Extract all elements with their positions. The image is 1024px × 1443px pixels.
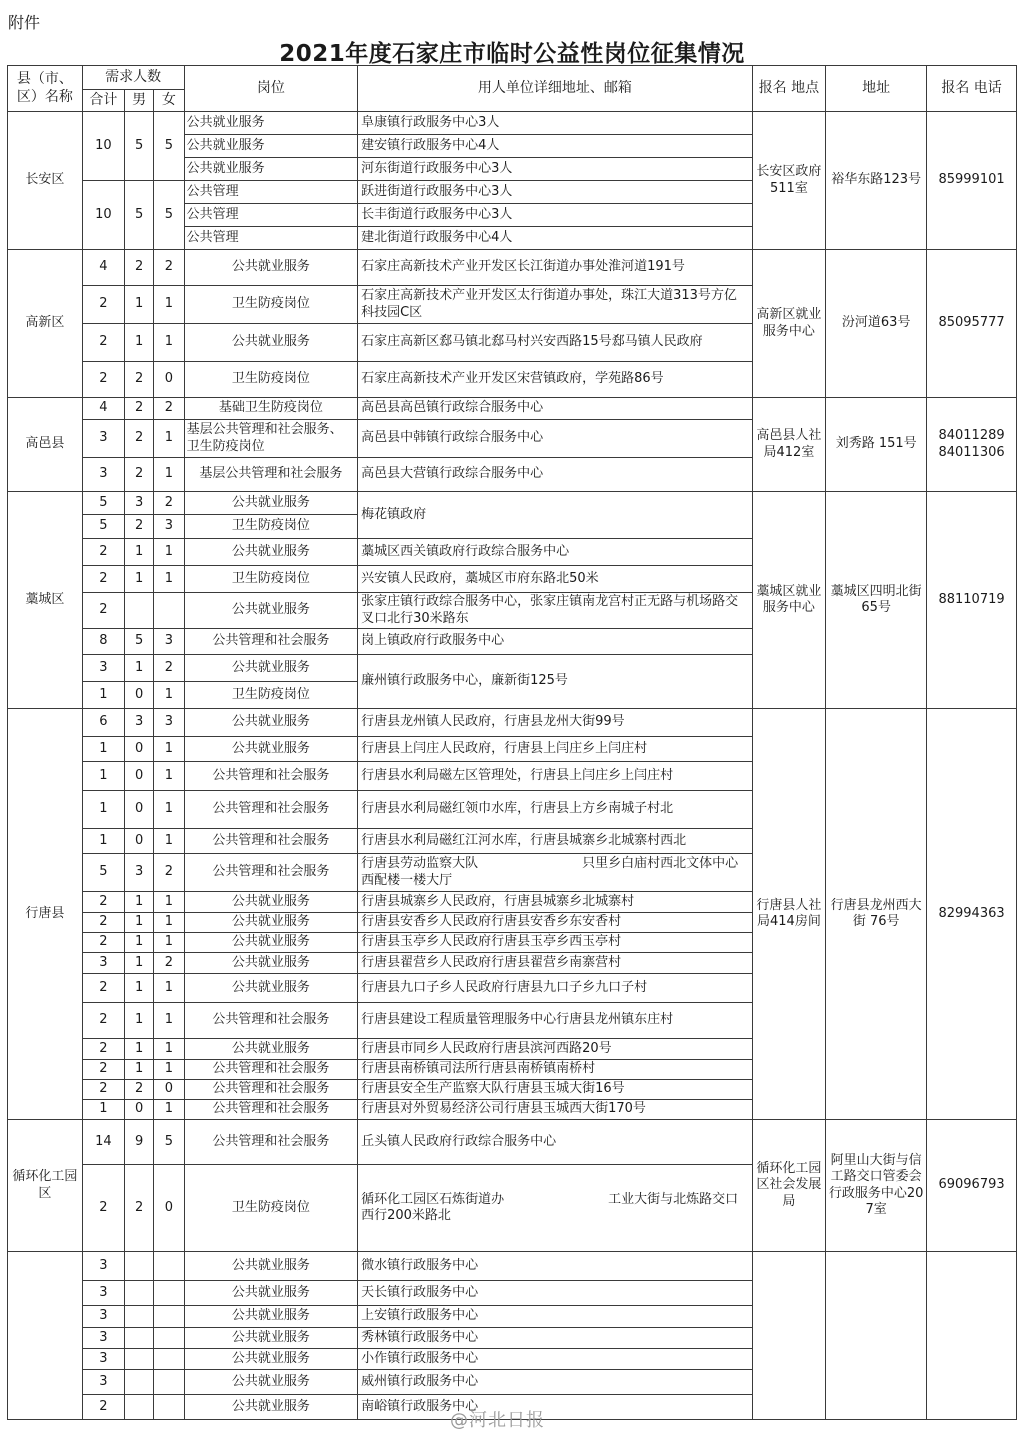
cell-female: 1 bbox=[154, 974, 184, 1003]
cell-male: 3 bbox=[125, 854, 154, 892]
signup-address: 刘秀路 151号 bbox=[826, 398, 927, 492]
cell-employer: 行唐县安全生产监察大队行唐县玉城大街16号 bbox=[358, 1080, 753, 1100]
cell-employer: 石家庄高新技术产业开发区太行街道办事处，珠江大道313号方亿科技园C区 bbox=[358, 286, 753, 324]
table-row bbox=[8, 492, 1017, 515]
cell-total: 3 bbox=[82, 1328, 124, 1349]
cell-position: 公共就业服务 bbox=[184, 913, 358, 933]
cell-male: 2 bbox=[125, 362, 154, 398]
cell-male bbox=[125, 1370, 154, 1395]
cell-employer: 秀林镇行政服务中心 bbox=[358, 1328, 753, 1349]
signup-address: 裕华东路123号 bbox=[826, 112, 927, 250]
signup-phone bbox=[927, 398, 1017, 492]
signup-place: 循环化工园区社会发展局 bbox=[752, 1120, 826, 1252]
col-phone: 报名 电话 bbox=[927, 66, 1017, 112]
cell-male: 0 bbox=[125, 791, 154, 829]
cell-total: 2 bbox=[82, 974, 124, 1003]
cell-position: 公共就业服务 bbox=[184, 1306, 358, 1328]
col-address: 地址 bbox=[826, 66, 927, 112]
cell-female: 2 bbox=[154, 953, 184, 974]
cell-employer: 行唐县龙州镇人民政府，行唐县龙州大街99号 bbox=[358, 709, 753, 737]
cell-female bbox=[154, 593, 184, 629]
cell-total: 2 bbox=[82, 593, 124, 629]
cell-female: 5 bbox=[154, 1120, 184, 1165]
cell-position: 公共管理和社会服务 bbox=[184, 1080, 358, 1100]
cell-total: 2 bbox=[82, 1039, 124, 1060]
cell-male: 9 bbox=[125, 1120, 154, 1165]
cell-female: 1 bbox=[154, 892, 184, 913]
cell-employer: 行唐县安香乡人民政府行唐县安香乡东安香村 bbox=[358, 913, 753, 933]
cell-male: 0 bbox=[125, 1100, 154, 1120]
cell-female bbox=[154, 1306, 184, 1328]
cell-position: 公共就业服务 bbox=[184, 1349, 358, 1370]
cell-position: 公共就业服务 bbox=[184, 892, 358, 913]
cell-female: 3 bbox=[154, 515, 184, 539]
cell-employer: 石家庄高新技术产业开发区宋营镇政府，学苑路86号 bbox=[358, 362, 753, 398]
cell-male: 2 bbox=[125, 420, 154, 458]
cell-employer: 行唐县水利局磁红领巾水库，行唐县上方乡南城子村北 bbox=[358, 791, 753, 829]
cell-employer: 行唐县九口子乡人民政府行唐县九口子乡九口子村 bbox=[358, 974, 753, 1003]
signup-phone: 85095777 bbox=[927, 250, 1017, 398]
signup-phone: 85999101 bbox=[927, 112, 1017, 250]
cell-female: 1 bbox=[154, 1003, 184, 1039]
cell-female: 0 bbox=[154, 362, 184, 398]
cell-male: 1 bbox=[125, 913, 154, 933]
phone-line: 84011289 bbox=[938, 428, 1005, 444]
table-row bbox=[8, 1120, 1017, 1165]
cell-position: 公共就业服务 bbox=[184, 1039, 358, 1060]
cell-employer: 行唐县上闫庄人民政府，行唐县上闫庄乡上闫庄村 bbox=[358, 737, 753, 762]
signup-place: 高邑县人社局412室 bbox=[752, 398, 826, 492]
col-signup-place: 报名 地点 bbox=[752, 66, 826, 112]
cell-total: 1 bbox=[82, 791, 124, 829]
signup-phone: 88110719 bbox=[927, 492, 1017, 709]
col-position: 岗位 bbox=[184, 66, 358, 112]
cell-position: 公共就业服务 bbox=[184, 158, 358, 181]
cell-total: 2 bbox=[82, 539, 124, 566]
cell-total: 8 bbox=[82, 629, 124, 655]
cell-position: 公共就业服务 bbox=[184, 324, 358, 362]
signup-phone: 69096793 bbox=[927, 1120, 1017, 1252]
cell-male: 2 bbox=[125, 458, 154, 492]
signup-place: 长安区政府511室 bbox=[752, 112, 826, 250]
cell-female: 2 bbox=[154, 655, 184, 682]
cell-position: 公共管理和社会服务 bbox=[184, 762, 358, 791]
cell-position: 公共就业服务 bbox=[184, 112, 358, 135]
cell-employer: 威州镇行政服务中心 bbox=[358, 1370, 753, 1395]
cell-total: 2 bbox=[82, 1165, 124, 1252]
cell-employer: 行唐县水利局磁左区管理处，行唐县上闫庄乡上闫庄村 bbox=[358, 762, 753, 791]
cell-total: 2 bbox=[82, 913, 124, 933]
cell-male bbox=[125, 1252, 154, 1281]
cell-total: 14 bbox=[82, 1120, 124, 1165]
cell-employer: 行唐县市同乡人民政府行唐县滨河西路20号 bbox=[358, 1039, 753, 1060]
cell-female bbox=[154, 1395, 184, 1420]
header-row bbox=[8, 66, 1017, 90]
table-row bbox=[8, 1252, 1017, 1281]
table-row bbox=[8, 250, 1017, 286]
cell-total: 4 bbox=[82, 250, 124, 286]
cell-total: 2 bbox=[82, 933, 124, 953]
positions-table bbox=[7, 65, 1017, 1420]
signup-address: 阿里山大街与信工路交口管委会行政服务中心207室 bbox=[826, 1120, 927, 1252]
cell-male: 1 bbox=[125, 1003, 154, 1039]
cell-position: 公共就业服务 bbox=[184, 1281, 358, 1306]
cell-employer: 行唐县建设工程质量管理服务中心行唐县龙州镇东庄村 bbox=[358, 1003, 753, 1039]
cell-female bbox=[154, 1328, 184, 1349]
county-name: 藁城区 bbox=[8, 492, 83, 709]
cell-employer: 张家庄镇行政综合服务中心，张家庄镇南龙宫村正无路与机场路交叉口北行30米路东 bbox=[358, 593, 753, 629]
cell-employer: 循环化工园区石炼街道办 工业大街与北炼路交口西行200米路北 bbox=[358, 1165, 753, 1252]
cell-total: 2 bbox=[82, 1395, 124, 1420]
cell-position: 公共管理和社会服务 bbox=[184, 1003, 358, 1039]
col-female: 女 bbox=[154, 90, 184, 112]
cell-female: 1 bbox=[154, 1039, 184, 1060]
cell-male: 1 bbox=[125, 892, 154, 913]
cell-total: 10 bbox=[82, 181, 124, 250]
col-demand: 需求人数 bbox=[82, 66, 184, 90]
table-row bbox=[8, 709, 1017, 737]
signup-address: 行唐县龙州西大街 76号 bbox=[826, 709, 927, 1120]
cell-female: 2 bbox=[154, 398, 184, 420]
cell-total: 3 bbox=[82, 1349, 124, 1370]
page-title: 2021年度石家庄市临时公益性岗位征集情况 bbox=[279, 41, 745, 67]
cell-total: 4 bbox=[82, 398, 124, 420]
watermark: @河北日报 bbox=[450, 1410, 545, 1431]
cell-employer: 行唐县玉亭乡人民政府行唐县玉亭乡西玉亭村 bbox=[358, 933, 753, 953]
cell-total: 3 bbox=[82, 655, 124, 682]
cell-male bbox=[125, 593, 154, 629]
cell-total: 3 bbox=[82, 458, 124, 492]
cell-position: 公共就业服务 bbox=[184, 1395, 358, 1420]
cell-position: 公共就业服务 bbox=[184, 953, 358, 974]
cell-total: 3 bbox=[82, 420, 124, 458]
cell-position: 卫生防疫岗位 bbox=[184, 1165, 358, 1252]
cell-male: 2 bbox=[125, 515, 154, 539]
cell-position: 公共管理 bbox=[184, 204, 358, 227]
cell-employer: 天长镇行政服务中心 bbox=[358, 1281, 753, 1306]
cell-total: 3 bbox=[82, 953, 124, 974]
cell-position: 公共就业服务 bbox=[184, 492, 358, 515]
cell-female: 3 bbox=[154, 709, 184, 737]
cell-total: 3 bbox=[82, 1306, 124, 1328]
cell-position: 公共管理 bbox=[184, 181, 358, 204]
cell-female: 1 bbox=[154, 682, 184, 709]
cell-position: 基层公共管理和社会服务 bbox=[184, 458, 358, 492]
cell-male: 1 bbox=[125, 655, 154, 682]
cell-employer: 藁城区西关镇政府行政综合服务中心 bbox=[358, 539, 753, 566]
cell-total: 5 bbox=[82, 515, 124, 539]
col-employer: 用人单位详细地址、邮箱 bbox=[358, 66, 753, 112]
cell-female: 5 bbox=[154, 181, 184, 250]
cell-position: 公共管理和社会服务 bbox=[184, 1060, 358, 1080]
signup-phone: 82994363 bbox=[927, 709, 1017, 1120]
cell-employer: 岗上镇政府行政服务中心 bbox=[358, 629, 753, 655]
cell-employer: 石家庄高新技术产业开发区长江街道办事处淮河道191号 bbox=[358, 250, 753, 286]
cell-position: 公共就业服务 bbox=[184, 709, 358, 737]
cell-employer: 行唐县对外贸易经济公司行唐县玉城西大街170号 bbox=[358, 1100, 753, 1120]
cell-position: 公共就业服务 bbox=[184, 655, 358, 682]
cell-position: 公共就业服务 bbox=[184, 974, 358, 1003]
cell-position: 公共就业服务 bbox=[184, 250, 358, 286]
cell-female: 1 bbox=[154, 762, 184, 791]
county-name: 循环化工园区 bbox=[8, 1120, 83, 1252]
cell-position: 公共就业服务 bbox=[184, 1370, 358, 1395]
cell-position: 基础卫生防疫岗位 bbox=[184, 398, 358, 420]
cell-male: 5 bbox=[125, 629, 154, 655]
cell-female: 0 bbox=[154, 1165, 184, 1252]
cell-female: 1 bbox=[154, 933, 184, 953]
signup-address bbox=[826, 1252, 927, 1420]
cell-position: 公共就业服务 bbox=[184, 1252, 358, 1281]
cell-employer: 梅花镇政府 bbox=[358, 492, 753, 539]
cell-total: 10 bbox=[82, 112, 124, 181]
cell-female: 1 bbox=[154, 286, 184, 324]
table-row bbox=[8, 398, 1017, 420]
cell-position: 公共就业服务 bbox=[184, 539, 358, 566]
cell-employer: 跃进街道行政服务中心3人 bbox=[358, 181, 753, 204]
cell-male: 1 bbox=[125, 1039, 154, 1060]
table-row bbox=[8, 112, 1017, 135]
cell-employer: 河东街道行政服务中心3人 bbox=[358, 158, 753, 181]
cell-female: 1 bbox=[154, 324, 184, 362]
cell-male: 1 bbox=[125, 974, 154, 1003]
cell-employer: 行唐县城寨乡人民政府，行唐县城寨乡北城寨村 bbox=[358, 892, 753, 913]
signup-place: 藁城区就业服务中心 bbox=[752, 492, 826, 709]
cell-female bbox=[154, 1252, 184, 1281]
signup-place bbox=[752, 1252, 826, 1420]
cell-male: 0 bbox=[125, 829, 154, 854]
cell-total: 6 bbox=[82, 709, 124, 737]
cell-position: 公共管理和社会服务 bbox=[184, 629, 358, 655]
cell-total: 3 bbox=[82, 1370, 124, 1395]
cell-position: 卫生防疫岗位 bbox=[184, 362, 358, 398]
cell-position: 公共管理和社会服务 bbox=[184, 791, 358, 829]
cell-position: 卫生防疫岗位 bbox=[184, 515, 358, 539]
cell-total: 5 bbox=[82, 854, 124, 892]
cell-male bbox=[125, 1328, 154, 1349]
phone-line: 84011306 bbox=[938, 444, 1005, 460]
signup-place: 高新区就业服务中心 bbox=[752, 250, 826, 398]
cell-female: 1 bbox=[154, 913, 184, 933]
cell-male: 0 bbox=[125, 682, 154, 709]
signup-phone bbox=[927, 1252, 1017, 1420]
cell-female: 1 bbox=[154, 1100, 184, 1120]
cell-male bbox=[125, 1306, 154, 1328]
cell-position: 公共管理和社会服务 bbox=[184, 829, 358, 854]
cell-employer: 廉州镇行政服务中心，廉新街125号 bbox=[358, 655, 753, 709]
county-name: 高邑县 bbox=[8, 398, 83, 492]
cell-female: 1 bbox=[154, 737, 184, 762]
cell-female: 1 bbox=[154, 829, 184, 854]
cell-total: 5 bbox=[82, 492, 124, 515]
cell-position: 公共就业服务 bbox=[184, 135, 358, 158]
cell-total: 1 bbox=[82, 737, 124, 762]
county-name: 行唐县 bbox=[8, 709, 83, 1120]
county-name: 长安区 bbox=[8, 112, 83, 250]
cell-male: 5 bbox=[125, 112, 154, 181]
cell-female: 0 bbox=[154, 1080, 184, 1100]
cell-male: 2 bbox=[125, 1165, 154, 1252]
cell-employer: 行唐县劳动监察大队 只里乡白庙村西北文体中心西配楼一楼大厅 bbox=[358, 854, 753, 892]
cell-position: 基层公共管理和社会服务、卫生防疫岗位 bbox=[184, 420, 358, 458]
cell-male: 3 bbox=[125, 709, 154, 737]
cell-employer: 高邑县高邑镇行政综合服务中心 bbox=[358, 398, 753, 420]
cell-total: 2 bbox=[82, 324, 124, 362]
cell-position: 公共管理和社会服务 bbox=[184, 1120, 358, 1165]
cell-employer: 上安镇行政服务中心 bbox=[358, 1306, 753, 1328]
cell-total: 3 bbox=[82, 1281, 124, 1306]
cell-male: 1 bbox=[125, 1060, 154, 1080]
cell-male: 3 bbox=[125, 492, 154, 515]
cell-employer: 南峪镇行政服务中心 bbox=[358, 1395, 753, 1420]
cell-position: 公共管理和社会服务 bbox=[184, 1100, 358, 1120]
cell-female bbox=[154, 1281, 184, 1306]
cell-male: 1 bbox=[125, 566, 154, 593]
cell-male: 2 bbox=[125, 398, 154, 420]
cell-total: 1 bbox=[82, 1100, 124, 1120]
cell-employer: 高邑县中韩镇行政综合服务中心 bbox=[358, 420, 753, 458]
signup-address: 汾河道63号 bbox=[826, 250, 927, 398]
cell-total: 1 bbox=[82, 829, 124, 854]
cell-employer: 行唐县翟营乡人民政府行唐县翟营乡南寨营村 bbox=[358, 953, 753, 974]
cell-employer: 高邑县大营镇行政综合服务中心 bbox=[358, 458, 753, 492]
cell-female: 2 bbox=[154, 250, 184, 286]
cell-employer: 行唐县水利局磁红江河水库，行唐县城寨乡北城寨村西北 bbox=[358, 829, 753, 854]
signup-place: 行唐县人社局414房间 bbox=[752, 709, 826, 1120]
cell-total: 2 bbox=[82, 1080, 124, 1100]
cell-employer: 阜康镇行政服务中心3人 bbox=[358, 112, 753, 135]
cell-total: 2 bbox=[82, 1060, 124, 1080]
cell-employer: 石家庄高新区郄马镇北郄马村兴安西路15号郄马镇人民政府 bbox=[358, 324, 753, 362]
cell-male: 1 bbox=[125, 286, 154, 324]
cell-position: 卫生防疫岗位 bbox=[184, 566, 358, 593]
cell-total: 2 bbox=[82, 362, 124, 398]
cell-female: 1 bbox=[154, 1060, 184, 1080]
col-male: 男 bbox=[125, 90, 154, 112]
cell-female: 2 bbox=[154, 854, 184, 892]
cell-employer: 行唐县南桥镇司法所行唐县南桥镇南桥村 bbox=[358, 1060, 753, 1080]
cell-male: 2 bbox=[125, 250, 154, 286]
cell-total: 1 bbox=[82, 682, 124, 709]
cell-female: 3 bbox=[154, 629, 184, 655]
cell-total: 2 bbox=[82, 286, 124, 324]
cell-male bbox=[125, 1281, 154, 1306]
cell-female: 2 bbox=[154, 492, 184, 515]
cell-position: 公共就业服务 bbox=[184, 593, 358, 629]
cell-employer: 小作镇行政服务中心 bbox=[358, 1349, 753, 1370]
cell-male: 2 bbox=[125, 1080, 154, 1100]
cell-male: 1 bbox=[125, 953, 154, 974]
cell-total: 1 bbox=[82, 762, 124, 791]
cell-position: 公共就业服务 bbox=[184, 737, 358, 762]
cell-female: 1 bbox=[154, 566, 184, 593]
cell-female bbox=[154, 1349, 184, 1370]
cell-total: 2 bbox=[82, 566, 124, 593]
cell-female: 1 bbox=[154, 458, 184, 492]
attachment-label: 附件 bbox=[8, 13, 41, 32]
cell-position: 卫生防疫岗位 bbox=[184, 286, 358, 324]
cell-male bbox=[125, 1349, 154, 1370]
cell-position: 公共管理和社会服务 bbox=[184, 854, 358, 892]
cell-total: 2 bbox=[82, 892, 124, 913]
cell-position: 卫生防疫岗位 bbox=[184, 682, 358, 709]
cell-total: 2 bbox=[82, 1003, 124, 1039]
cell-female: 1 bbox=[154, 539, 184, 566]
cell-male: 1 bbox=[125, 539, 154, 566]
county-name bbox=[8, 1252, 83, 1420]
cell-female: 5 bbox=[154, 112, 184, 181]
cell-male: 5 bbox=[125, 181, 154, 250]
cell-male: 0 bbox=[125, 762, 154, 791]
cell-position: 公共就业服务 bbox=[184, 1328, 358, 1349]
cell-position: 公共就业服务 bbox=[184, 933, 358, 953]
cell-male bbox=[125, 1395, 154, 1420]
cell-male: 0 bbox=[125, 737, 154, 762]
col-county: 县（市、区）名称 bbox=[8, 66, 83, 112]
signup-address: 藁城区四明北街65号 bbox=[826, 492, 927, 709]
cell-employer: 建安镇行政服务中心4人 bbox=[358, 135, 753, 158]
cell-employer: 微水镇行政服务中心 bbox=[358, 1252, 753, 1281]
cell-female bbox=[154, 1370, 184, 1395]
col-total: 合计 bbox=[82, 90, 124, 112]
cell-position: 公共管理 bbox=[184, 227, 358, 250]
cell-female: 1 bbox=[154, 791, 184, 829]
cell-employer: 长丰街道行政服务中心3人 bbox=[358, 204, 753, 227]
cell-male: 1 bbox=[125, 324, 154, 362]
county-name: 高新区 bbox=[8, 250, 83, 398]
cell-female: 1 bbox=[154, 420, 184, 458]
cell-total: 3 bbox=[82, 1252, 124, 1281]
cell-male: 1 bbox=[125, 933, 154, 953]
cell-employer: 建北街道行政服务中心4人 bbox=[358, 227, 753, 250]
cell-employer: 丘头镇人民政府行政综合服务中心 bbox=[358, 1120, 753, 1165]
cell-employer: 兴安镇人民政府，藁城区市府东路北50米 bbox=[358, 566, 753, 593]
